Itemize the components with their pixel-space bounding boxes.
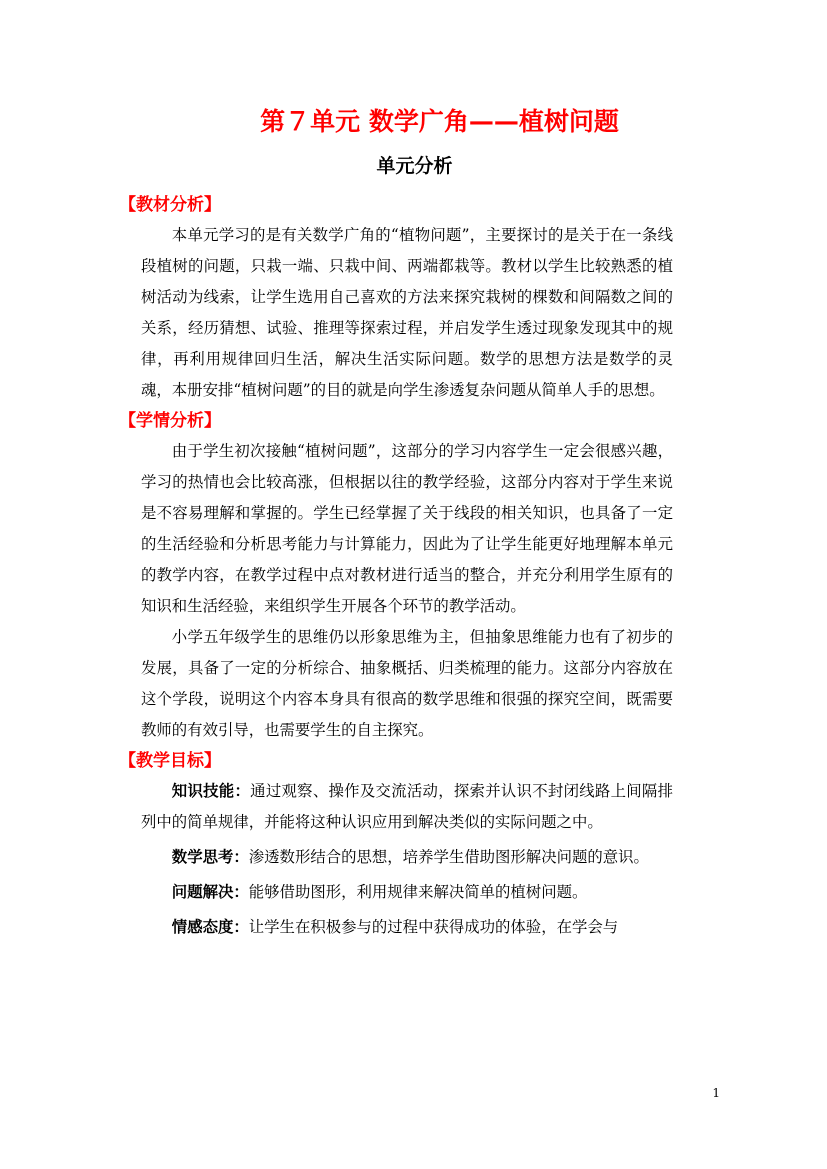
goal-label: 问题解决： xyxy=(171,883,249,901)
unit-title: 第７单元 数学广角——植树问题 xyxy=(260,107,619,136)
student-analysis-heading: 【学情分析】 xyxy=(119,411,221,431)
goal-text: 让学生在积极参与的过程中获得成功的体验，在学会与 xyxy=(248,918,619,936)
goal-emotional-attitude xyxy=(141,912,673,943)
goal-knowledge-skills xyxy=(141,776,673,838)
textbook-analysis-heading: 【教材分析】 xyxy=(119,195,221,215)
goal-label: 情感态度： xyxy=(171,918,249,936)
student-analysis-paragraph: 由于学生初次接触“植树问题”，这部分的学习内容学生一定会很感兴趣，学习的热情也会比较高涨，但根据以往的教学经验，这部分内容对于学生来说是不容易理解和掌握的。学生已经掌握了关于线段的相关知识，也具备了一定的生活经验和分析思考能力与计算能力，因此为了让学生能更好地理解本单元的教学内容，在教学过程中点对教材进行适当的整合，并充分利用学生原有的知识和生活经验，来组织学生开展各个环节的教学活动。 xyxy=(141,442,673,615)
goal-text: 能够借助图形，利用规律来解决简单的植树问题。 xyxy=(248,883,588,901)
goal-math-thinking xyxy=(141,842,673,873)
page-number: 1 xyxy=(712,1086,720,1100)
textbook-analysis-paragraph: 本单元学习的是有关数学广角的“植物问题”，主要探讨的是关于在一条线段植树的问题，只栽一端、只栽中间、两端都栽等。教材以学生比较熟悉的植树活动为线索，让学生选用自己喜欢的方法来探究栽树的棵数和间隔数之间的关系，经历猜想、试验、推理等探索过程，并启发学生透过现象发现其中的规律，再利用规律回归生活，解决生活实际问题。数学的思想方法是数学的灵魂，本册安排“植树问题”的目的就是向学生渗透复杂问题从简单人手的思想。 xyxy=(141,226,673,399)
goal-text: 通过观察、操作及交流活动，探索并认识不封闭线路上间隔排列中的简单规律，并能将这种认识应用到解决类似的实际问题之中。 xyxy=(141,782,673,831)
goal-label: 知识技能： xyxy=(171,782,251,800)
goal-text: 渗透数形结合的思想，培养学生借助图形解决问题的意识。 xyxy=(248,848,649,866)
goal-problem-solving xyxy=(141,877,673,908)
teaching-goals-heading: 【教学目标】 xyxy=(119,751,221,771)
goal-label: 数学思考： xyxy=(171,848,249,866)
section-subtitle: 单元分析 xyxy=(376,155,453,177)
student-analysis-paragraph: 小学五年级学生的思维仍以形象思维为主，但抽象思维能力也有了初步的发展，具备了一定的分析综合、抽象概括、归类梳理的能力。这部分内容放在这个学段，说明这个内容本身具有很高的数学思维和很强的探究空间，既需要教师的有效引导，也需要学生的自主探究。 xyxy=(141,628,673,739)
document-body xyxy=(119,190,673,947)
